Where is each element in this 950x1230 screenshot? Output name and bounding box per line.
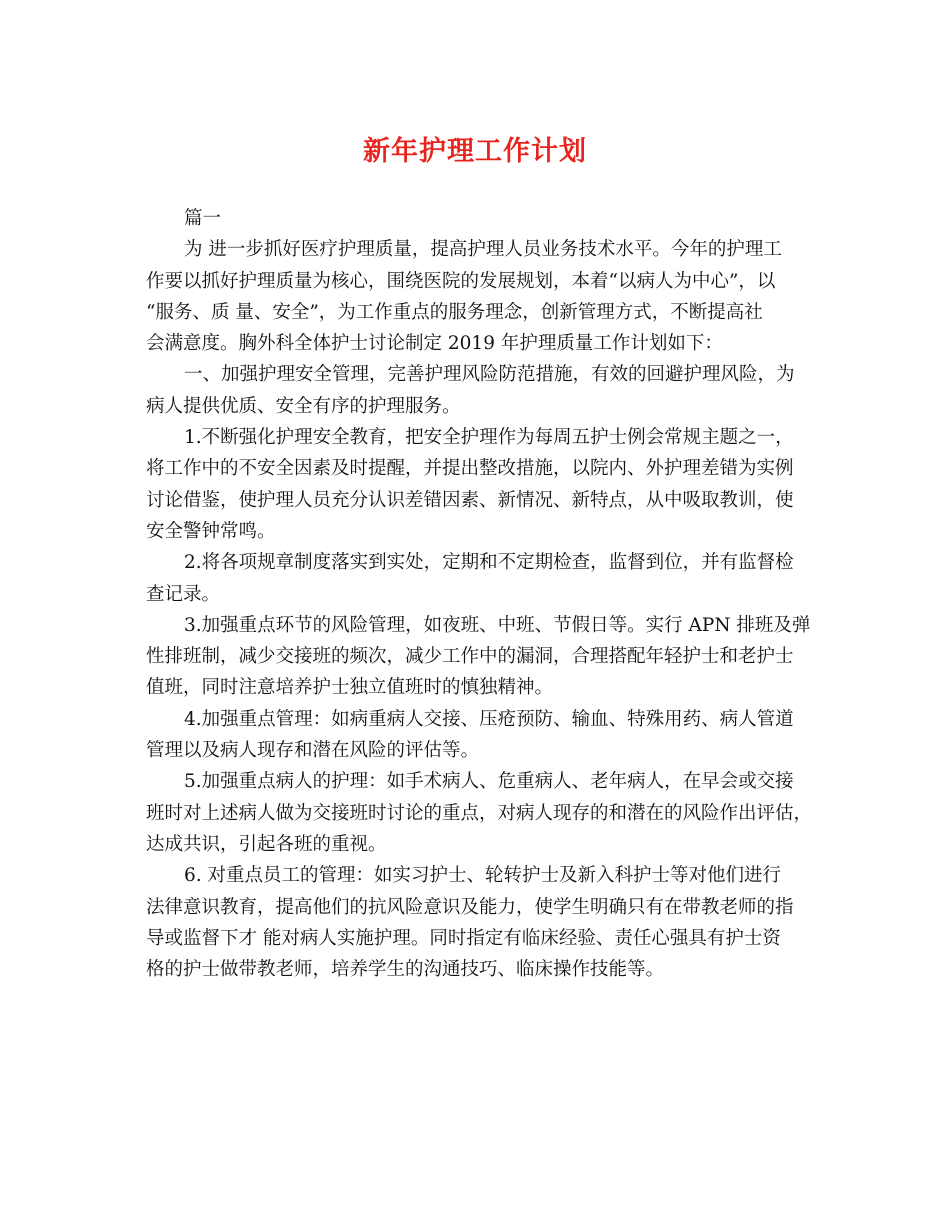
text-line: 查记录。 xyxy=(146,583,221,605)
text-line: 篇一 xyxy=(184,208,222,229)
text-line: 作要以抓好护理质量为核心，围绕医院的发展规划，本着“以病人为中心”，以 xyxy=(146,270,776,292)
text-line: 讨论借鉴，使护理人员充分认识差错因素、新情况、新特点，从中吸取教训，使 xyxy=(146,489,794,511)
text-line: 达成共识，引起各班的重视。 xyxy=(146,833,387,855)
document-body xyxy=(146,203,812,985)
text-line: 6. 对重点员工的管理：如实习护士、轮转护士及新入科护士等对他们进行 xyxy=(184,865,782,887)
text-line: 性排班制，减少交接班的频次，减少工作中的漏洞，合理搭配年轻护士和老护士 xyxy=(146,646,794,668)
text-line: 病人提供优质、安全有序的护理服务。 xyxy=(146,395,461,417)
text-line: 1.不断强化护理安全教育，把安全护理作为每周五护士例会常规主题之一， xyxy=(184,427,794,449)
text-line: 2.将各项规章制度落实到实处，定期和不定期检查，监督到位，并有监督检 xyxy=(184,552,794,574)
text-line: 一、加强护理安全管理，完善护理风险防范措施，有效的回避护理风险，为 xyxy=(184,364,795,386)
text-line: 管理以及病人现存和潜在风险的评估等。 xyxy=(146,740,480,762)
text-line: 将工作中的不安全因素及时提醒，并提出整改措施，以院内、外护理差错为实例 xyxy=(146,458,794,480)
text-line: 安全警钟常鸣。 xyxy=(146,520,276,542)
text-line: 格的护士做带教老师，培养学生的沟通技巧、临床操作技能等。 xyxy=(146,959,665,981)
text-line: 3.加强重点环节的风险管理，如夜班、中班、节假日等。实行 APN 排班及弹 xyxy=(184,614,811,636)
text-line: 导或监督下才 能对病人实施护理。同时指定有临床经验、责任心强具有护士资 xyxy=(146,927,781,949)
text-line: 4.加强重点管理：如病重病人交接、压疮预防、输血、特殊用药、病人管道 xyxy=(184,708,794,730)
document-title: 新年护理工作计划 xyxy=(363,136,587,167)
text-line: 5.加强重点病人的护理：如手术病人、危重病人、老年病人，在早会或交接 xyxy=(184,771,794,793)
text-line: 会满意度。胸外科全体护士讨论制定 2019 年护理质量工作计划如下： xyxy=(146,333,723,355)
text-line: 值班，同时注意培养护士独立值班时的慎独精神。 xyxy=(146,677,554,699)
text-line: 为 进一步抓好医疗护理质量，提高护理人员业务技术水平。今年的护理工 xyxy=(184,239,782,261)
text-line: “服务、质 量、安全”，为工作重点的服务理念，创新管理方式，不断提高社 xyxy=(146,301,763,323)
text-line: 班时对上述病人做为交接班时讨论的重点，对病人现存的和潜在的风险作出评估， xyxy=(146,802,813,824)
text-line: 法律意识教育，提高他们的抗风险意识及能力，使学生明确只有在带教老师的指 xyxy=(146,896,794,918)
